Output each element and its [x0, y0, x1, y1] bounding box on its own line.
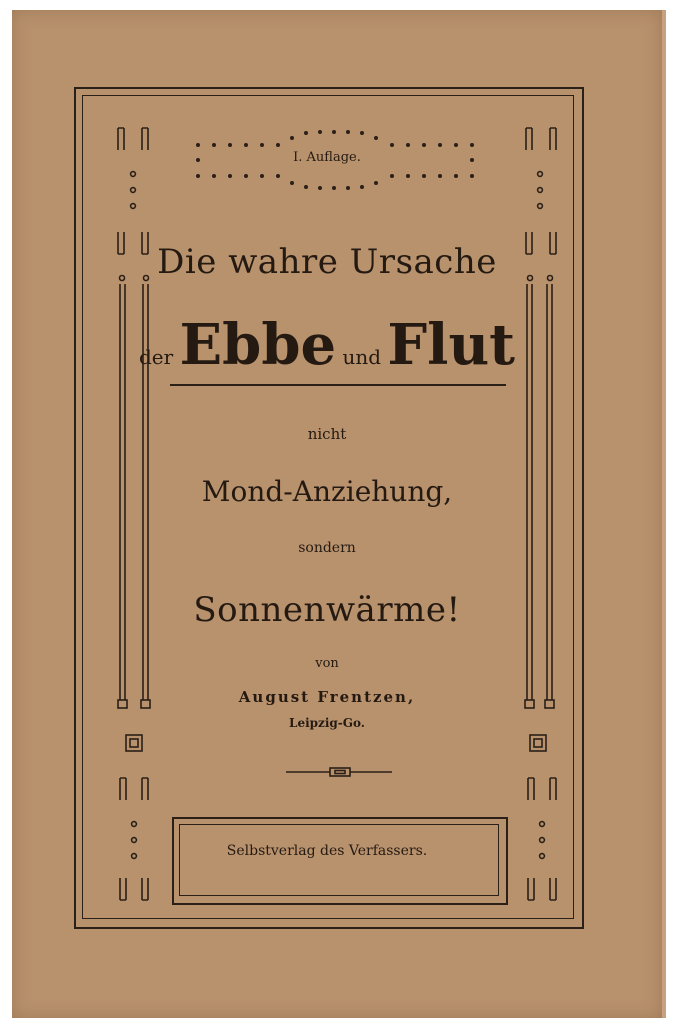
right-top-bracket-ornament [526, 128, 556, 254]
subtitle-mond-anziehung: Mond-Anziehung, [201, 475, 453, 508]
left-bottom-bracket-ornament [120, 778, 148, 900]
publisher-label: Selbstverlag des Verfassers. [226, 843, 428, 859]
title-word-flut: Flut [387, 312, 516, 378]
edition-label: I. Auflage. [293, 150, 361, 165]
title-word-der: der [138, 345, 174, 369]
title-line-2 [82, 312, 572, 378]
title-word-und: und [342, 345, 382, 369]
subtitle-sondern: sondern [298, 540, 356, 556]
subtitle-sonnenwaerme: Sonnenwärme! [193, 590, 461, 630]
author-place: Leipzig-Go. [289, 716, 365, 730]
divider-ornament [286, 768, 392, 776]
right-bottom-bracket-ornament [528, 778, 556, 900]
subtitle-nicht: nicht [307, 425, 347, 443]
title-line-1: Die wahre Ursache [157, 242, 497, 282]
title-underline [170, 384, 506, 386]
publisher-box-inner [179, 824, 499, 896]
byline-von: von [315, 656, 339, 671]
left-top-bracket-ornament [118, 128, 148, 254]
author-name: August Frentzen, [238, 688, 416, 706]
title-word-ebbe: Ebbe [179, 312, 337, 378]
